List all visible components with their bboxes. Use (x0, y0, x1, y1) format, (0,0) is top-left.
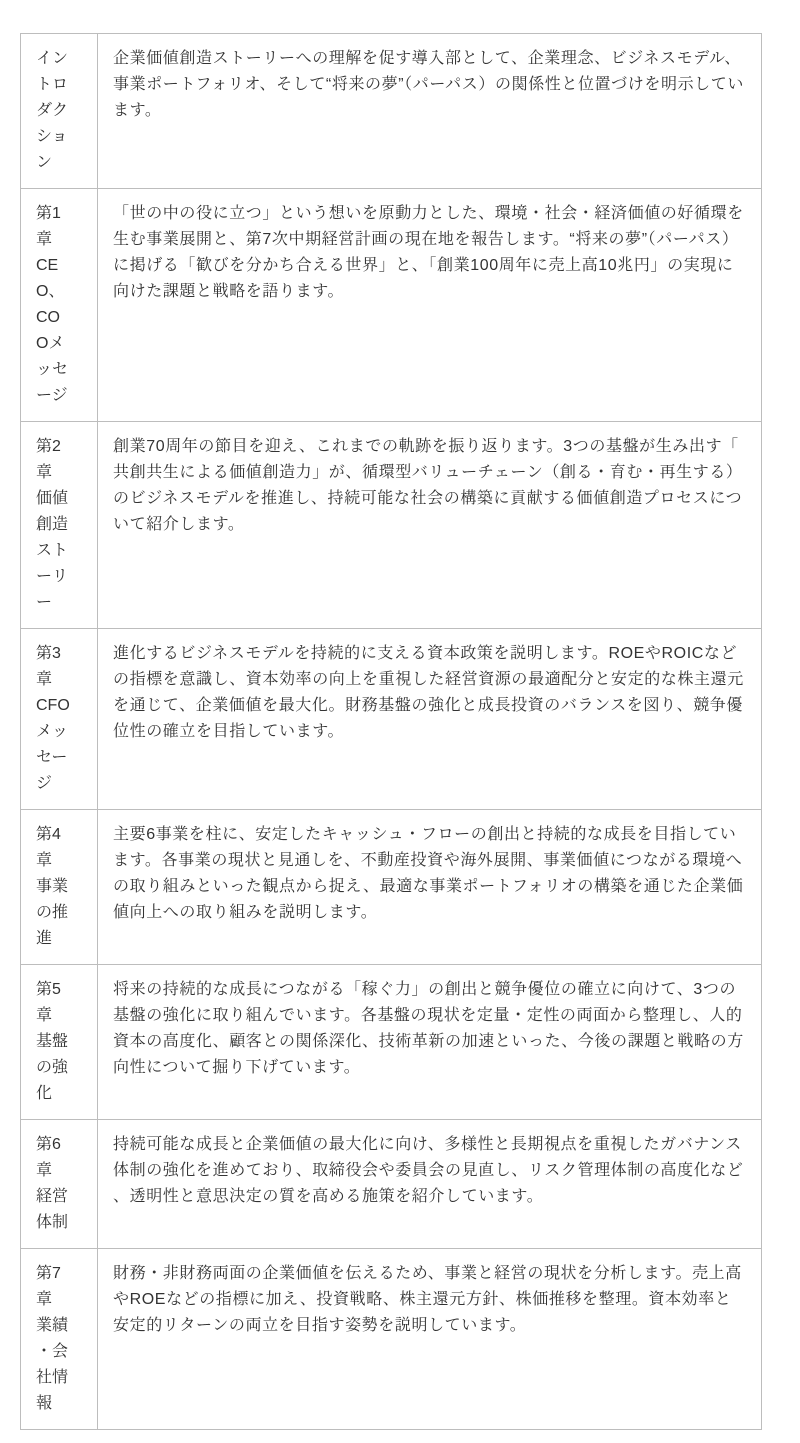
chapter-description-cell: 将来の持続的な成長につながる「稼ぐ力」の創出と競争優位の確立に向けて、3つの基盤の強化に取り組んでいます。各基盤の現状を定量・定性の両面から整理し、人的資本の高度化、顧客との関係深化、技術革新の加速といった、今後の課題と戦略の方向性について掘り下げています。 (98, 965, 762, 1120)
chapter-description-cell: 企業価値創造ストーリーへの理解を促す導入部として、企業理念、ビジネスモデル、事業ポートフォリオ、そして“将来の夢”（パーパス）の関係性と位置づけを明示しています。 (98, 34, 762, 189)
chapter-summary-table (20, 33, 762, 1430)
chapter-row-7 (21, 1249, 762, 1430)
chapter-row-4 (21, 810, 762, 965)
chapter-description-cell: 財務・非財務両面の企業価値を伝えるため、事業と経営の現状を分析します。売上高やROEなどの指標に加え、投資戦略、株主還元方針、株価推移を整理。資本効率と安定的リターンの両立を目指す姿勢を説明しています。 (98, 1249, 762, 1430)
chapter-description-cell: 持続可能な成長と企業価値の最大化に向け、多様性と長期視点を重視したガバナンス体制の強化を進めており、取締役会や委員会の見直し、リスク管理体制の高度化など、透明性と意思決定の質を高める施策を紹介しています。 (98, 1120, 762, 1249)
chapter-row-3 (21, 629, 762, 810)
chapter-description-cell: 「世の中の役に立つ」という想いを原動力とした、環境・社会・経済価値の好循環を生む事業展開と、第7次中期経営計画の現在地を報告します。“将来の夢”（パーパス）に掲げる「歓びを分かち合える世界」と、「創業100周年に売上高10兆円」の実現に向けた課題と戦略を語ります。 (98, 189, 762, 422)
chapter-row-2 (21, 422, 762, 629)
chapter-description-cell: 進化するビジネスモデルを持続的に支える資本政策を説明します。ROEやROICなどの指標を意識し、資本効率の向上を重視した経営資源の最適配分と安定的な株主還元を通じて、企業価値を最大化。財務基盤の強化と成長投資のバランスを図り、競争優位性の確立を目指しています。 (98, 629, 762, 810)
chapter-row-1 (21, 189, 762, 422)
chapter-row-5 (21, 965, 762, 1120)
chapter-title-cell: 第2章 価値創造ストーリー (21, 422, 98, 629)
chapter-row-6 (21, 1120, 762, 1249)
chapter-title-cell: 第4章 事業の推進 (21, 810, 98, 965)
chapter-row-introduction (21, 34, 762, 189)
chapter-title-cell: 第7章 業績・会社情報 (21, 1249, 98, 1430)
chapter-title-cell: 第5章 基盤の強化 (21, 965, 98, 1120)
chapter-description-cell: 創業70周年の節目を迎え、これまでの軌跡を振り返ります。3つの基盤が生み出す「共創共生による価値創造力」が、循環型バリューチェーン（創る・育む・再生する）のビジネスモデルを推進し、持続可能な社会の構築に貢献する価値創造プロセスについて紹介します。 (98, 422, 762, 629)
chapter-title-cell: 第1章 CEO、COOメッセージ (21, 189, 98, 422)
chapter-description-cell: 主要6事業を柱に、安定したキャッシュ・フローの創出と持続的な成長を目指しています。各事業の現状と見通しを、不動産投資や海外展開、事業価値につながる環境への取り組みといった観点から捉え、最適な事業ポートフォリオの構築を通じた企業価値向上への取り組みを説明します。 (98, 810, 762, 965)
chapter-title-cell: 第3章 CFOメッセージ (21, 629, 98, 810)
chapter-title-cell: 第6章 経営体制 (21, 1120, 98, 1249)
chapter-title-cell: イントロダクション (21, 34, 98, 189)
